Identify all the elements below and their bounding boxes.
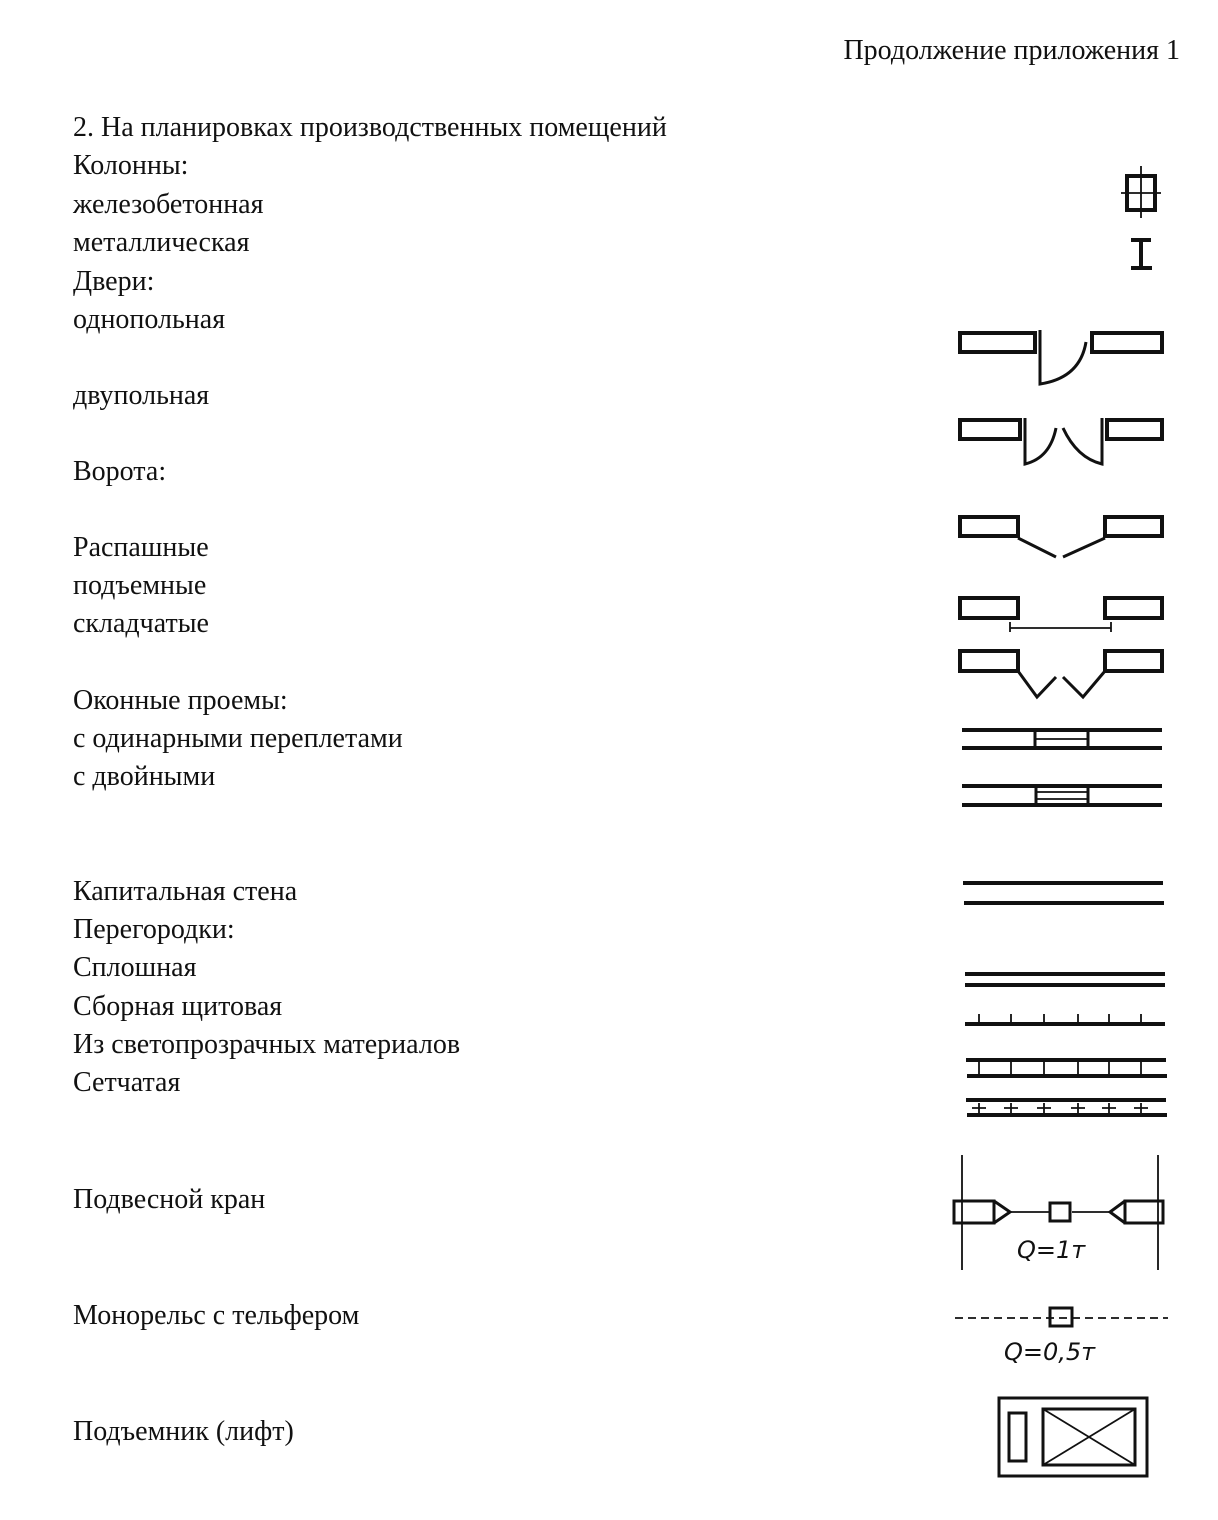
overhead-crane-symbol bbox=[954, 1155, 1163, 1270]
crane-capacity-label: Q=1т bbox=[1017, 1236, 1086, 1264]
label-solid-partition: Сплошная bbox=[73, 952, 197, 983]
label-single-door: однопольная bbox=[73, 304, 226, 335]
swing-gate-symbol bbox=[960, 517, 1162, 557]
folding-gate-symbol bbox=[960, 651, 1162, 697]
label-single-frame-window: с одинарными переплетами bbox=[73, 723, 403, 754]
double-door-symbol bbox=[960, 418, 1162, 464]
label-metal-column: металлическая bbox=[73, 227, 250, 258]
single-door-symbol bbox=[960, 330, 1162, 384]
label-double-frame-window: с двойными bbox=[73, 761, 216, 792]
label-columns: Колонны: bbox=[73, 150, 189, 181]
label-overhead-crane: Подвесной кран bbox=[73, 1184, 266, 1215]
label-transparent-partition: Из светопрозрачных материалов bbox=[73, 1029, 461, 1060]
label-folding-gate: складчатые bbox=[73, 608, 209, 639]
label-lift-gate: подъемные bbox=[73, 570, 207, 601]
label-swing-gate: Распашные bbox=[73, 532, 209, 563]
label-windows: Оконные проемы: bbox=[73, 685, 288, 716]
label-elevator: Подъемник (лифт) bbox=[73, 1416, 294, 1447]
rc-column-symbol bbox=[1121, 166, 1161, 218]
lift-gate-symbol bbox=[960, 598, 1162, 632]
single-window-symbol bbox=[962, 730, 1162, 748]
label-doors: Двери: bbox=[73, 266, 155, 297]
label-rc-column: железобетонная bbox=[73, 189, 264, 220]
label-gates: Ворота: bbox=[73, 456, 167, 487]
double-window-symbol bbox=[962, 786, 1162, 805]
solid-partition-symbol bbox=[965, 974, 1165, 985]
label-mesh-partition: Сетчатая bbox=[73, 1067, 181, 1098]
metal-column-symbol bbox=[1131, 240, 1152, 268]
page-header: Продолжение приложения 1 bbox=[843, 35, 1180, 66]
label-panel-partition: Сборная щитовая bbox=[73, 991, 283, 1022]
transparent-partition-symbol bbox=[966, 1060, 1167, 1076]
label-monorail: Монорельс с тельфером bbox=[73, 1300, 360, 1331]
section-title: 2. На планировках производственных помещений bbox=[73, 112, 667, 143]
elevator-symbol bbox=[999, 1398, 1147, 1476]
monorail-capacity-label: Q=0,5т bbox=[1004, 1338, 1096, 1366]
mesh-partition-symbol bbox=[966, 1100, 1167, 1115]
label-double-door: двупольная bbox=[73, 380, 210, 411]
label-main-wall: Капитальная стена bbox=[73, 876, 298, 907]
label-partitions: Перегородки: bbox=[73, 914, 235, 945]
main-wall-symbol bbox=[963, 883, 1164, 903]
panel-partition-symbol bbox=[965, 1014, 1165, 1024]
monorail-symbol bbox=[955, 1308, 1168, 1366]
